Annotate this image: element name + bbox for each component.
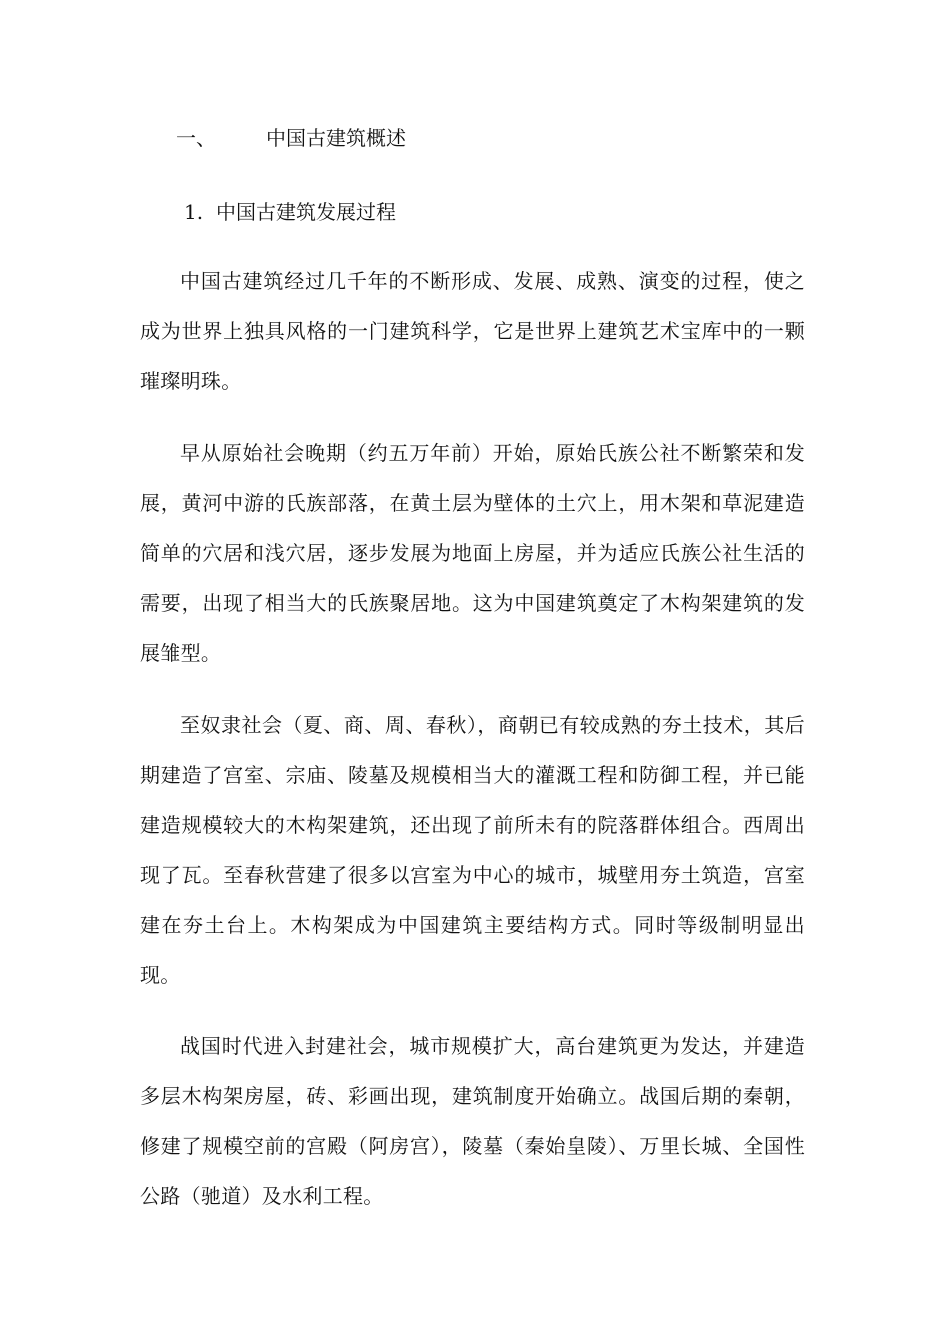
subsection-heading [184,197,396,227]
subsection-number: 1. [184,200,204,224]
paragraph-2: 早从原始社会晚期（约五万年前）开始，原始氏族公社不断繁荣和发展，黄河中游的氏族部落，在黄土层为壁体的土穴上，用木架和草泥建造简单的穴居和浅穴居，逐步发展为地面上房屋，并为适应氏族公社生活的需要，出现了相当大的氏族聚居地。这为中国建筑奠定了木构架建筑的发展雏型。 [140,441,805,665]
paragraph-4: 战国时代进入封建社会，城市规模扩大，高台建筑更为发达，并建造多层木构架房屋，砖、彩画出现，建筑制度开始确立。战国后期的秦朝，修建了规模空前的宫殿（阿房宫），陵墓（秦始皇陵）、万里长城、全国性公路（驰道）及水利工程。 [140,1034,805,1208]
section-title: 中国古建筑概述 [266,126,406,150]
subsection-title: 中国古建筑发展过程 [216,200,396,224]
paragraph-1: 中国古建筑经过几千年的不断形成、发展、成熟、演变的过程，使之成为世界上独具风格的一门建筑科学，它是世界上建筑艺术宝库中的一颗璀璨明珠。 [140,269,805,393]
section-heading [176,123,406,153]
section-number: 一、 [176,126,216,150]
paragraph-3: 至奴隶社会（夏、商、周、春秋），商朝已有较成熟的夯土技术，其后期建造了宫室、宗庙、陵墓及规模相当大的灌溉工程和防御工程，并已能建造规模较大的木构架建筑，还出现了前所未有的院落群体组合。西周出现了瓦。至春秋营建了很多以宫室为中心的城市，城壁用夯土筑造，宫室建在夯土台上。木构架成为中国建筑主要结构方式。同时等级制明显出现。 [140,713,805,987]
